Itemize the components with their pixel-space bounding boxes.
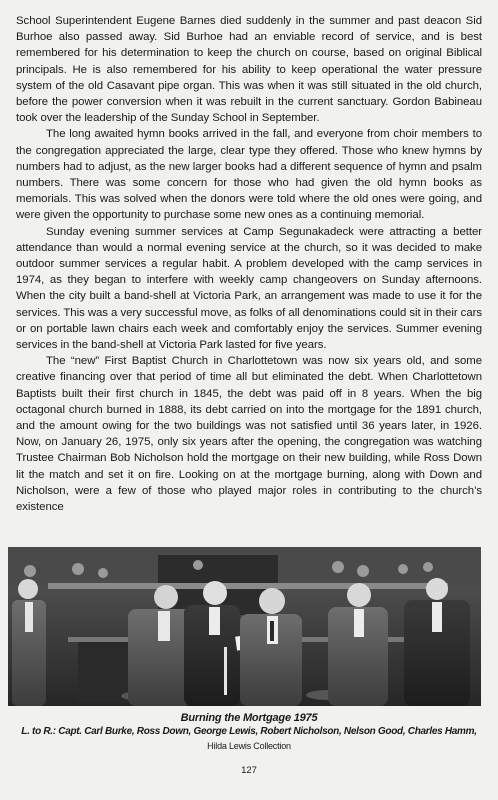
caption-names: L. to R.: Capt. Carl Burke, Ross Down, George Lewis, Robert Nicholson, Nelson Good, Charles Hamm, <box>21 726 477 737</box>
photo-illustration <box>8 547 481 706</box>
body-text <box>16 13 482 515</box>
paragraph-4: The “new” First Baptist Church in Charlottetown was now six years old, and some creative financing over that period of time all but eliminated the debt. When Charlottetown Baptists built their first church in 1845, the debt was paid off in 8 years. When the big octagonal church burned in 1888, its debt carried on into the mortgage for the 1891 church, and the amount owing for the two buildings was not satisfied until 36 years later, in 1926. Now, on January 26, 1975, only six years after the opening, the congregation was watching Trustee Chairman Bob Nicholson hold the mortgage on their new building, while Ross Down lit the match and set it on fire. Looking on at the mortgage burning, along with Down and Nicholson, were a few of those who played major roles in contributing to the church’s existence <box>16 355 482 514</box>
mortgage-burning-photo <box>8 547 481 706</box>
page-number: 127 <box>241 765 257 776</box>
paragraph-2: The long awaited hymn books arrived in the fall, and everyone from choir members to the congregation appreciated the large, clear type they offered. Those who knew hymns by numbers had to adjust, as the new larger books had a different sequence of hymn and psalm numbers. There was some concern for those who had given the old hymn books as memorials. This was solved when the donors were told where the old ones were going, and were given the opportunity to purchase some new ones as a continuing memorial. <box>16 128 482 222</box>
caption-title: Burning the Mortgage 1975 <box>180 712 318 724</box>
paragraph-3: Sunday evening summer services at Camp Segunakadeck were attracting a better attendance than would a normal evening service at the church, so it was decided to make outdoor summer services a regular habit. A problem developed with the camp services in 1974, as they began to interfere with weekly camp changeovers on Sunday afternoons. When the city built a band-shell at Victoria Park, an arrangement was made to use it for the services. This was a very successful move, as folks of all denominations could sit in their cars or on portable lawn chairs each week and comfortably enjoy the services. Summer evening services in the band-shell at Victoria Park lasted for five years. <box>16 225 482 352</box>
caption-credit: Hilda Lewis Collection <box>207 741 291 751</box>
paragraph-1: School Superintendent Eugene Barnes died suddenly in the summer and past deacon Sid Burhoe also passed away. Sid Burhoe had an enviable record of service, and is best remembered for his determination to keep the church on course, based on original Biblical principals. He is also remembered for his ability to keep operational the water pressure system of the old Casavant pipe organ. This was when it was still situated in the old church, before the power conversion when it was rebuilt in the current sanctuary. Gordon Babineau took over the leadership of the Sunday School in September. <box>16 15 482 125</box>
